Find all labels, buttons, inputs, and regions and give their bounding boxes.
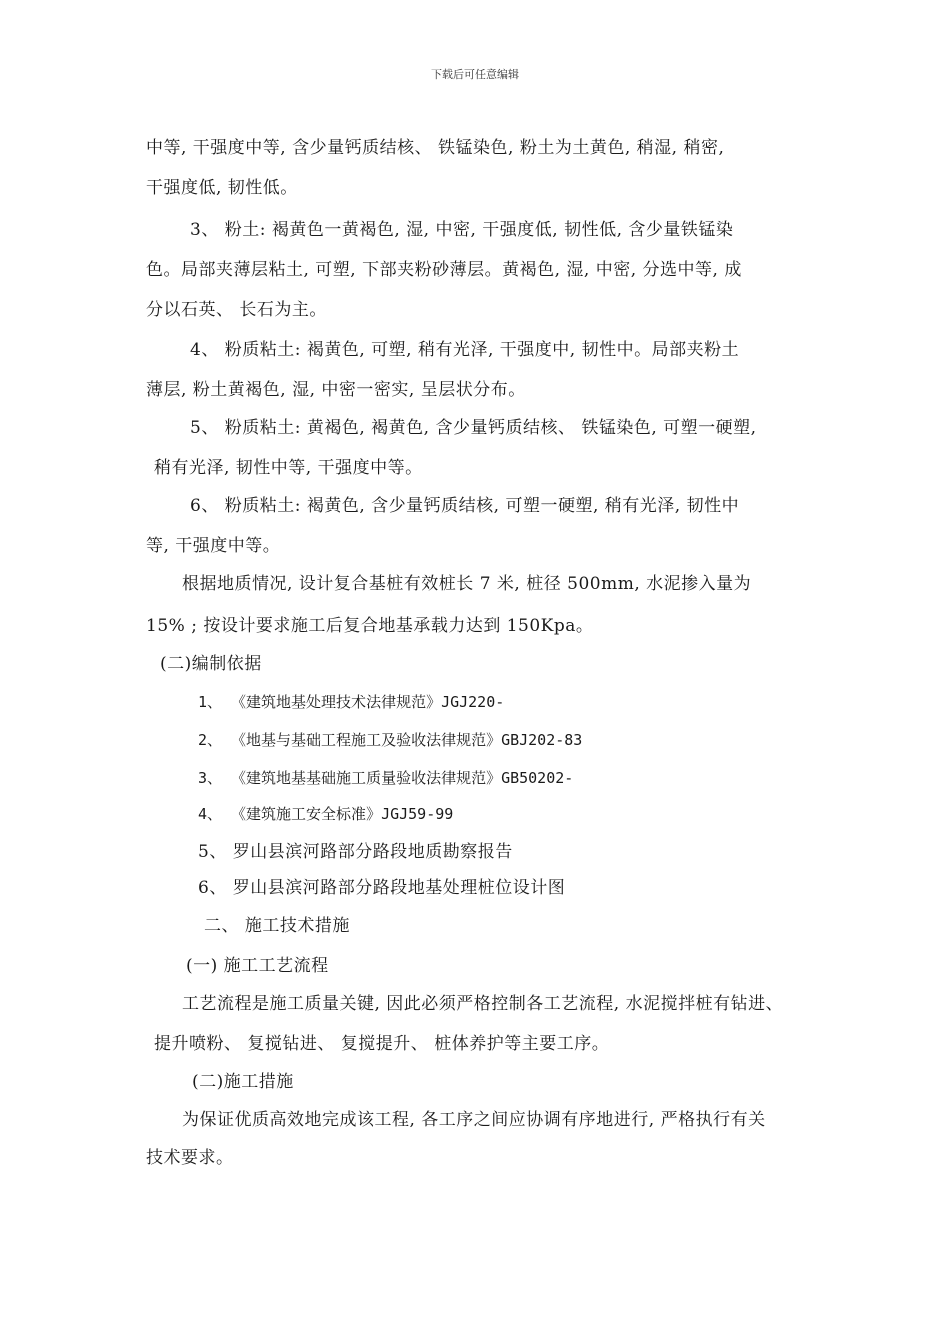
paragraph-line: 薄层, 粉土黄褐色, 湿, 中密一密实, 呈层状分布。 (146, 380, 526, 400)
paragraph-line: 提升喷粉、 复搅钻进、 复搅提升、 桩体养护等主要工序。 (154, 1034, 610, 1054)
paragraph-line: 15% ; 按设计要求施工后复合地基承载力达到 150Kpa。 (146, 616, 594, 636)
paragraph-line: 4、 粉质粘土: 褐黄色, 可塑, 稍有光泽, 干强度中, 韧性中。局部夹粉土 (190, 340, 740, 360)
reference-item: 3、 《建筑地基基础施工质量验收法律规范》GB50202- (198, 769, 574, 787)
reference-item: 6、 罗山县滨河路部分路段地基处理桩位设计图 (198, 878, 566, 898)
page-header: 下载后可任意编辑 (431, 68, 519, 81)
paragraph-line: 色。局部夹薄层粘土, 可塑, 下部夹粉砂薄层。黄褐色, 湿, 中密, 分选中等, 成 (146, 260, 742, 280)
section-heading: (一) 施工工艺流程 (186, 956, 329, 976)
section-heading: (二)施工措施 (192, 1072, 294, 1092)
paragraph-line: 分以石英、 长石为主。 (146, 300, 327, 320)
paragraph-line: 等, 干强度中等。 (146, 536, 281, 556)
paragraph-line: 工艺流程是施工质量关键, 因此必须严格控制各工艺流程, 水泥搅拌桩有钻进、 (182, 994, 784, 1014)
paragraph-line: 3、 粉土: 褐黄色一黄褐色, 湿, 中密, 干强度低, 韧性低, 含少量铁锰染 (190, 220, 734, 240)
paragraph-line: 5、 粉质粘土: 黄褐色, 褐黄色, 含少量钙质结核、 铁锰染色, 可塑一硬塑, (190, 418, 757, 438)
reference-item: 4、 《建筑施工安全标准》JGJ59-99 (198, 805, 454, 823)
paragraph-line: 6、 粉质粘土: 褐黄色, 含少量钙质结核, 可塑一硬塑, 稍有光泽, 韧性中 (190, 496, 740, 516)
paragraph-line: 中等, 干强度中等, 含少量钙质结核、 铁锰染色, 粉土为土黄色, 稍湿, 稍密, (146, 138, 725, 158)
paragraph-line: 干强度低, 韧性低。 (146, 178, 298, 198)
reference-item: 5、 罗山县滨河路部分路段地质勘察报告 (198, 842, 513, 862)
section-heading: (二)编制依据 (160, 654, 262, 674)
reference-item: 1、 《建筑地基处理技术法律规范》JGJ220- (198, 693, 505, 711)
paragraph-line: 稍有光泽, 韧性中等, 干强度中等。 (154, 458, 423, 478)
paragraph-line: 为保证优质高效地完成该工程, 各工序之间应协调有序地进行, 严格执行有关 (182, 1110, 766, 1130)
reference-item: 2、 《地基与基础工程施工及验收法律规范》GBJ202-83 (198, 731, 583, 749)
paragraph-line: 根据地质情况, 设计复合基桩有效桩长 7 米, 桩径 500mm, 水泥掺入量为 (182, 574, 752, 594)
paragraph-line: 技术要求。 (146, 1148, 234, 1168)
section-heading: 二、 施工技术措施 (204, 916, 350, 936)
